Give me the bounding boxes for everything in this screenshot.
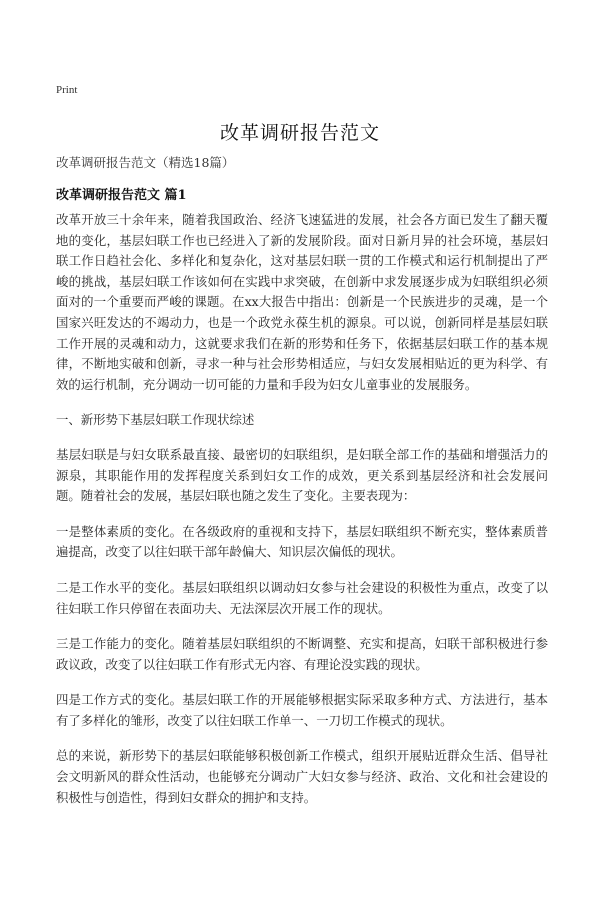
paragraph-point-1: 一是整体素质的变化。在各级政府的重视和支持下，基层妇联组织不断充实，整体素质普遍提高，改变了以往妇联干部年龄偏大、知识层次偏低的现状。 xyxy=(56,523,548,560)
paragraph-overview: 基层妇联是与妇女联系最直接、最密切的妇联组织，是妇联全部工作的基础和增强活力的源泉，其职能作用的发挥程度关系到妇女工作的成效，更关系到基层经济和社会发展问题。随着社会的发展，基层妇联也随之发生了变化。主要表现为： xyxy=(56,446,548,504)
paragraph-summary: 总的来说，新形势下的基层妇联能够积极创新工作模式，组织开展贴近群众生活、倡导社会文明新风的群众性活动，也能够充分调动广大妇女参与经济、政治、文化和社会建设的积极性与创造性，得到妇女群众的拥护和支持。 xyxy=(56,748,548,805)
paragraph-intro: 改革开放三十余年来，随着我国政治、经济飞速猛进的发展，社会各方面已发生了翻天覆地的变化，基层妇联工作也已经进入了新的发展阶段。面对日新月异的社会环境，基层妇联工作日趋社会化、多样化和复杂化，这对基层妇联一贯的工作模式和运行机制提出了严峻的挑战，基层妇联工作该如何在实践中求突破，在创新中求发展逐步成为妇联组织必须面对的一个重要而严峻的课题。在xx大报告中指出：创新是一个民族进步的灵魂，是一个国家兴旺发达的不竭动力，也是一个政党永葆生机的源泉。可以说，创新同样是基层妇联工作开展的灵魂和动力，这就要求我们在新的形势和任务下，依据基层妇联工作的基本规律，不断地实破和创新，寻求一种与社会形势相适应，与妇女发展相贴近的更为科学、有效的运行机制，充分调动一切可能的力量和手段为妇女儿童事业的发展服务。 xyxy=(56,212,548,392)
section-heading: 改革调研报告范文 篇1 xyxy=(56,188,187,203)
paragraph-subheading: 一、新形势下基层妇联工作现状综述 xyxy=(56,412,255,428)
document-body xyxy=(56,210,548,823)
paragraph-point-2: 二是工作水平的变化。基层妇联组织以调动妇女参与社会建设的积极性为重点，改变了以往妇联工作只停留在表面功夫、无法深层次开展工作的现状。 xyxy=(56,579,548,616)
print-label: Print xyxy=(56,84,78,96)
document-subtitle: 改革调研报告范文（精选18篇） xyxy=(56,155,235,170)
paragraph-point-4: 四是工作方式的变化。基层妇联工作的开展能够根据实际采取多种方式、方法进行，基本有了多样化的雏形，改变了以往妇联工作单一、一刀切工作模式的现状。 xyxy=(56,692,548,728)
document-title: 改革调研报告范文 xyxy=(219,122,380,144)
paragraph-point-3: 三是工作能力的变化。随着基层妇联组织的不断调整、充实和提高，妇联干部积极进行参政议政，改变了以往妇联工作有形式无内容、有理论没实践的现状。 xyxy=(56,636,548,672)
